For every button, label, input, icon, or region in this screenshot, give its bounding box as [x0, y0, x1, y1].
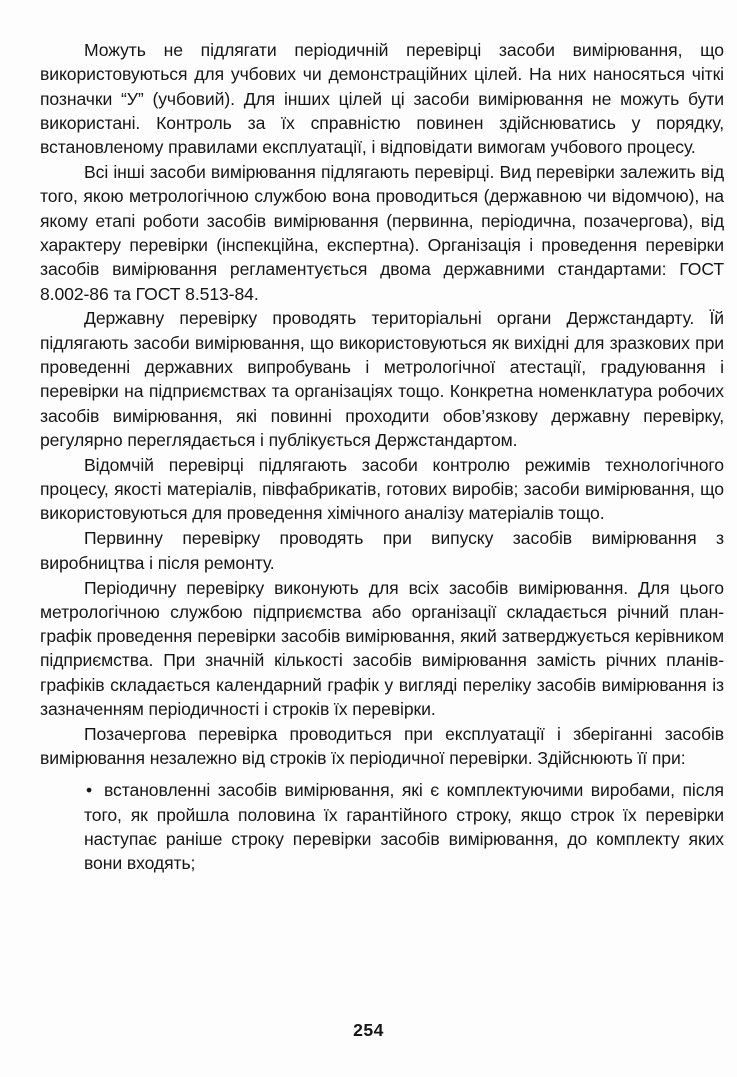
page-number: 254 [353, 1020, 384, 1040]
body-text [40, 38, 724, 876]
list-item-text: встановленні засобів вимірювання, які є комплектуючими виробами, після того, як пройшла половина їх гарантійного строку, якщо строк їх перевірки наступає раніше строку перевірки засобів вимірювання, до комплекту яких вони входять; [84, 780, 724, 874]
bullet-icon: • [86, 780, 93, 801]
paragraph-periodic-verification: Періодичну перевірку виконують для всіх засобів вимірювання. Для цього метрологічною службою підприємства або організації складається річний план-графік проведення перевірки засобів вимірювання, який затверджується керівником підприємства. При значній кількості засобів вимірювання замість річних планів-графіків складається календарний графік у вигляді переліку засобів вимірювання із зазначенням періодичності і строків їх перевірки. [40, 577, 724, 719]
paragraph-primary-verification: Первинну перевірку проводять при випуску засобів вимірювання з виробництва і після ремонту. [40, 528, 724, 573]
paragraph-verification-types: Всі інші засоби вимірювання підлягають перевірці. Вид перевірки залежить від того, якою метрологічною службою вона проводиться (державною чи відомчою), на якому етапі роботи засобів вимірювання (первинна, періодична, позачергова), від характеру перевірки (інспекційна, експертна). Організація і проведення перевірки засобів вимірювання регламентується двома державними стандартами: ГОСТ 8.002-86 та ГОСТ 8.513-84. [40, 162, 724, 304]
paragraph-educational-instruments: Можуть не підлягати періодичній перевірці засоби вимірювання, що використовуються для учбових чи демонстраційних цілей. На них наносяться чіткі позначки “У” (учбовий). Для інших цілей ці засоби вимірювання не можуть бути використані. Контроль за їх справністю повинен здійснюватись у порядку, встановленому правилами експлуатації, і відповідати вимогам учбового процесу. [40, 40, 724, 158]
paragraph-departmental-verification: Відомчій перевірці підлягають засоби контролю режимів технологічного процесу, якості матеріалів, півфабрикатів, готових виробів; засоби вимірювання, що використовуються для проведення хімічного аналізу матеріалів тощо. [40, 454, 724, 524]
paragraph-state-verification: Державну перевірку проводять територіальні органи Держстандарту. Їй підлягають засоби вимірювання, що використовуються як вихідні для зразкових при проведенні державних випробувань і метрологічної атестації, градуювання і перевірки на підприємствах та організаціях тощо. Конкретна номенклатура робочих засобів вимірювання, які повинні проходити обов’язкову державну перевірку, регулярно переглядається і публікується Держстандартом. [40, 308, 724, 450]
paragraph-extraordinary-verification: Позачергова перевірка проводиться при експлуатації і зберіганні засобів вимірювання незалежно від строків їх періодичної перевірки. Здійснюють її при: [40, 723, 724, 769]
list-item [40, 778, 724, 875]
